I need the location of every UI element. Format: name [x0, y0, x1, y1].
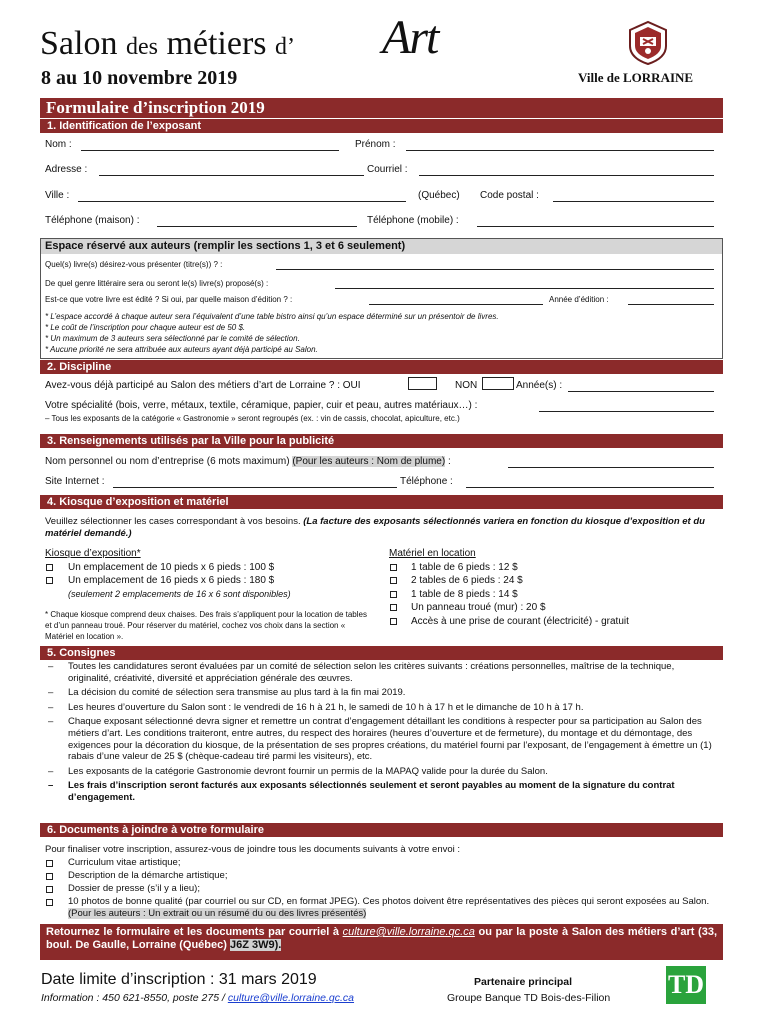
auteurs-q2-field[interactable]: [335, 288, 714, 289]
auteurs-q1-field[interactable]: [276, 269, 714, 270]
photos-label: [68, 896, 718, 920]
kiosque-star-note: * Chaque kiosque comprend deux chaises. Des frais s’appliquent pour la location de tables et d’un panneau troué. Pour réserver du matériel, cochez vos choix dans la section « Matériel en location ».: [45, 610, 367, 641]
title-art: Art: [382, 11, 438, 64]
city-name: Ville de LORRAINE: [578, 70, 694, 85]
table-6-checkbox[interactable]: [390, 564, 397, 571]
materiel-title: Matériel en location: [389, 548, 476, 559]
participe-label: Avez-vous déjà participé au Salon des métiers d’art de Lorraine ? : OUI: [45, 380, 361, 391]
tel-mobile-field[interactable]: [477, 226, 714, 227]
adresse-field[interactable]: [99, 175, 364, 176]
form-title-bar: [40, 98, 723, 118]
panneau-checkbox[interactable]: [390, 604, 397, 611]
quebec-label: (Québec): [418, 190, 460, 201]
cv-label: Curriculum vitae artistique;: [68, 857, 181, 868]
auteurs-note-1: * L’espace accordé à chaque auteur sera l’équivalent d’une table bistro ainsi qu’un espace déterminé sur un présentoir de livres.: [45, 312, 499, 321]
auteurs-q2-label: De quel genre littéraire sera ou seront le(s) livre(s) proposé(s) :: [45, 279, 269, 288]
table-8-label: 1 table de 8 pieds : 14 $: [411, 589, 518, 600]
ville-field[interactable]: [78, 201, 406, 202]
nom-label: Nom :: [45, 139, 72, 150]
gastronomie-note: – Tous les exposants de la catégorie « Gastronomie » seront regroupés (ex. : vin de cassis, chocolat, apiculture, etc.): [45, 414, 460, 423]
demarche-label: Description de la démarche artistique;: [68, 870, 228, 881]
table-6-label: 1 table de 6 pieds : 12 $: [411, 562, 518, 573]
deadline: Date limite d’inscription : 31 mars 2019: [41, 971, 317, 988]
return-instructions: [40, 924, 723, 960]
section-5-header: 5. Consignes: [40, 646, 723, 660]
kiosque-16-label: Un emplacement de 16 pieds x 6 pieds : 180 $: [68, 575, 275, 586]
prenom-label: Prénom :: [355, 139, 396, 150]
code-postal-label: Code postal :: [480, 190, 539, 201]
nom-field[interactable]: [81, 150, 339, 151]
nom-plume-hint: (Pour les auteurs : Nom de plume): [292, 456, 446, 467]
extrait-hint: (Pour les auteurs : Un extrait ou un résumé du ou des livres présentés): [68, 908, 367, 919]
auteurs-title: Espace réservé aux auteurs (remplir les sections 1, 3 et 6 seulement): [45, 240, 406, 252]
nom-entreprise-text: Nom personnel ou nom d’entreprise (6 mots maximum): [45, 456, 290, 467]
specialite-label: Votre spécialité (bois, verre, métaux, textile, céramique, papier, cuir et peau, autres matériaux…) :: [45, 400, 478, 411]
salon-title: [40, 24, 295, 67]
non-label: NON: [455, 380, 478, 391]
ville-label: Ville :: [45, 190, 70, 201]
kiosque-title: Kiosque d’exposition*: [45, 548, 141, 559]
city-crest-logo: [624, 20, 672, 66]
demarche-checkbox[interactable]: [46, 873, 53, 880]
tables-2x6-checkbox[interactable]: [390, 577, 397, 584]
return-postal: J6Z 3W9).: [229, 939, 282, 951]
nom-entreprise-colon: :: [447, 456, 451, 467]
section-4-header: 4. Kiosque d’exposition et matériel: [40, 495, 723, 509]
annees-label: Année(s) :: [516, 380, 563, 391]
s4-intro: [45, 516, 720, 540]
auteurs-header: [41, 239, 722, 254]
electricite-checkbox[interactable]: [390, 618, 397, 625]
auteurs-q1-label: Quel(s) livre(s) désirez-vous présenter (titre(s)) ? :: [45, 260, 223, 269]
adresse-label: Adresse :: [45, 164, 88, 175]
auteurs-annee-label: Année d’édition :: [549, 295, 609, 304]
consignes-list: [45, 661, 720, 804]
auteurs-q3-field[interactable]: [369, 304, 543, 305]
presse-label: Dossier de presse (s’il y a lieu);: [68, 883, 200, 894]
s4-intro-text: Veuillez sélectionner les cases correspondant à vos besoins.: [45, 516, 301, 527]
consigne-item: – Chaque exposant sélectionné devra signer et remettre un contrat d’engagement détaillant les conditions à respecter pour sa participation au Salon des métiers d’art. Les conditions traiteront, entre autres, du respect des horaires (heures d’ouverture et de fermeture), du montage et du démontage, des exigences pour la décoration du kiosque, de la présentation de ses propres créations, du matériel fourni par l’exposant, de l’engagement à émettre un (1) rabais d’une valeur de 25 $ (chèque-cadeau tiré parmi les visiteurs), etc.: [48, 716, 712, 763]
non-checkbox[interactable]: [482, 377, 514, 390]
consigne-text: La décision du comité de sélection sera transmise au plus tard à la fin mai 2019.: [68, 687, 406, 699]
s6-intro: Pour finaliser votre inscription, assurez-vous de joindre tous les documents suivants à votre envoi :: [45, 844, 461, 855]
title-metiers: métiers: [166, 25, 267, 62]
consigne-item: – La décision du comité de sélection sera transmise au plus tard à la fin mai 2019.: [48, 687, 406, 699]
annees-field[interactable]: [568, 391, 714, 392]
consigne-text: Les exposants de la catégorie Gastronomie devront fournir un permis de la MAPAQ valide pour la durée du Salon.: [68, 765, 548, 777]
site-field[interactable]: [113, 487, 397, 488]
td-logo-text: TD: [667, 970, 705, 999]
tel-mobile-label: Téléphone (mobile) :: [367, 215, 459, 226]
kiosque-10-label: Un emplacement de 10 pieds x 6 pieds : 100 $: [68, 562, 275, 573]
return-text-b: ou par la poste à Salon des métiers d’art (33, boul. De Gaulle, Lorraine (Québec): [46, 926, 717, 951]
auteurs-note-3: * Un maximum de 3 auteurs sera sélectionné par le comité de sélection.: [45, 334, 300, 343]
consigne-item: – Les exposants de la catégorie Gastronomie devront fournir un permis de la MAPAQ valide pour la durée du Salon.: [48, 765, 548, 777]
title-d: d’: [275, 34, 296, 60]
partner-title: Partenaire principal: [474, 976, 573, 988]
auteurs-note-2: * Le coût de l’inscription pour chaque auteur est de 50 $.: [45, 323, 246, 332]
nom-entreprise-field[interactable]: [508, 467, 714, 468]
code-postal-field[interactable]: [553, 201, 714, 202]
kiosque-16-note: (seulement 2 emplacements de 16 x 6 sont disponibles): [68, 589, 291, 599]
consigne-text: Toutes les candidatures seront évaluées par un comité de sélection selon les critères suivants : créations personnelles, maîtrise de la technique, originalité, créativité, diversité et appréciation générale des œuvres.: [68, 661, 675, 684]
panneau-label: Un panneau troué (mur) : 20 $: [411, 602, 546, 613]
info-line: [41, 992, 354, 1004]
tables-2x6-label: 2 tables de 6 pieds : 24 $: [411, 575, 523, 586]
courriel-label: Courriel :: [367, 164, 408, 175]
s3-tel-field[interactable]: [466, 487, 714, 488]
consigne-item: – Toutes les candidatures seront évaluées par un comité de sélection selon les critères suivants : créations personnelles, maîtrise de la technique, originalité, créativité, diversité et appréciation générale des œuvres.: [48, 661, 675, 684]
section-1-header: 1. Identification de l’exposant: [40, 119, 723, 133]
oui-checkbox[interactable]: [408, 377, 437, 390]
event-dates: 8 au 10 novembre 2019: [41, 67, 238, 89]
form-title: Formulaire d’inscription 2019: [46, 98, 265, 117]
info-email-link[interactable]: culture@ville.lorraine.qc.ca: [227, 992, 355, 1004]
specialite-field[interactable]: [539, 411, 714, 412]
section-6-header: 6. Documents à joindre à votre formulaire: [40, 823, 723, 837]
partner-name: Groupe Banque TD Bois-des-Filion: [447, 992, 611, 1004]
table-8-checkbox[interactable]: [390, 591, 397, 598]
section-2-header: 2. Discipline: [40, 360, 723, 374]
photos-text: 10 photos de bonne qualité (par courriel ou sur CD, en format JPEG). Ces photos doivent être représentatives des pièces qui seront exposées au Salon.: [68, 896, 710, 907]
title-salon: Salon: [40, 25, 118, 62]
info-text: Information : 450 621-8550, poste 275 /: [41, 992, 225, 1004]
s4-intro-note: (La facture des exposants sélectionnés variera en fonction du kiosque d’exposition et du matériel demandé.): [45, 516, 705, 539]
tel-maison-label: Téléphone (maison) :: [45, 215, 140, 226]
electricite-label: Accès à une prise de courant (électricité) - gratuit: [411, 616, 629, 627]
return-text-a: Retournez le formulaire et les documents par courriel à: [46, 926, 339, 938]
consigne-text: Les heures d’ouverture du Salon sont : le vendredi de 16 h à 21 h, le samedi de 10 h à 17 h et le dimanche de 10 h à 17 h.: [68, 701, 584, 713]
consigne-text: Chaque exposant sélectionné devra signer et remettre un contrat d’engagement détaillant les conditions à respecter pour sa participation au Salon des métiers d’art. Les conditions traiteront, entre autres, du respect des horaires (heures d’ouverture et de fermeture), du montage et du démontage, des exigences pour la décoration du kiosque, de la présentation de ses propres créations, du matériel fourni par l’exposant, de l’engagement à émettre un (1) rabais d’une valeur de 25 $ (chèque-cadeau tiré parmi les visiteurs), etc.: [68, 716, 712, 763]
td-logo: [666, 966, 706, 1004]
auteurs-q3-label: Est-ce que votre livre est édité ? Si oui, par quelle maison d’édition ? :: [45, 295, 293, 304]
tel-maison-field[interactable]: [157, 226, 357, 227]
kiosque-10-checkbox[interactable]: [46, 564, 53, 571]
site-label: Site Internet :: [45, 476, 105, 487]
photos-checkbox[interactable]: [46, 899, 53, 906]
presse-checkbox[interactable]: [46, 886, 53, 893]
cv-checkbox[interactable]: [46, 860, 53, 867]
kiosque-16-checkbox[interactable]: [46, 577, 53, 584]
auteurs-annee-field[interactable]: [628, 304, 714, 305]
consigne-item: – Les frais d’inscription seront facturés aux exposants sélectionnés seulement et seront payables au moment de la signature du contrat d’engagement.: [48, 780, 675, 803]
title-des: des: [125, 34, 158, 60]
nom-entreprise-label: [45, 456, 451, 468]
prenom-field[interactable]: [406, 150, 714, 151]
consigne-item: – Les heures d’ouverture du Salon sont : le vendredi de 16 h à 21 h, le samedi de 10 h à 17 h et le dimanche de 10 h à 17 h.: [48, 701, 584, 713]
s3-tel-label: Téléphone :: [400, 476, 453, 487]
section-3-header: 3. Renseignements utilisés par la Ville pour la publicité: [40, 434, 723, 448]
courriel-field[interactable]: [419, 175, 714, 176]
auteurs-note-4: * Aucune priorité ne sera attribuée aux auteurs ayant déjà participé au Salon.: [45, 345, 318, 354]
return-email-link[interactable]: culture@ville.lorraine.qc.ca: [342, 926, 475, 938]
consigne-text: Les frais d’inscription seront facturés aux exposants sélectionnés seulement et seront payables au moment de la signature du contrat d’engagement.: [68, 780, 675, 803]
